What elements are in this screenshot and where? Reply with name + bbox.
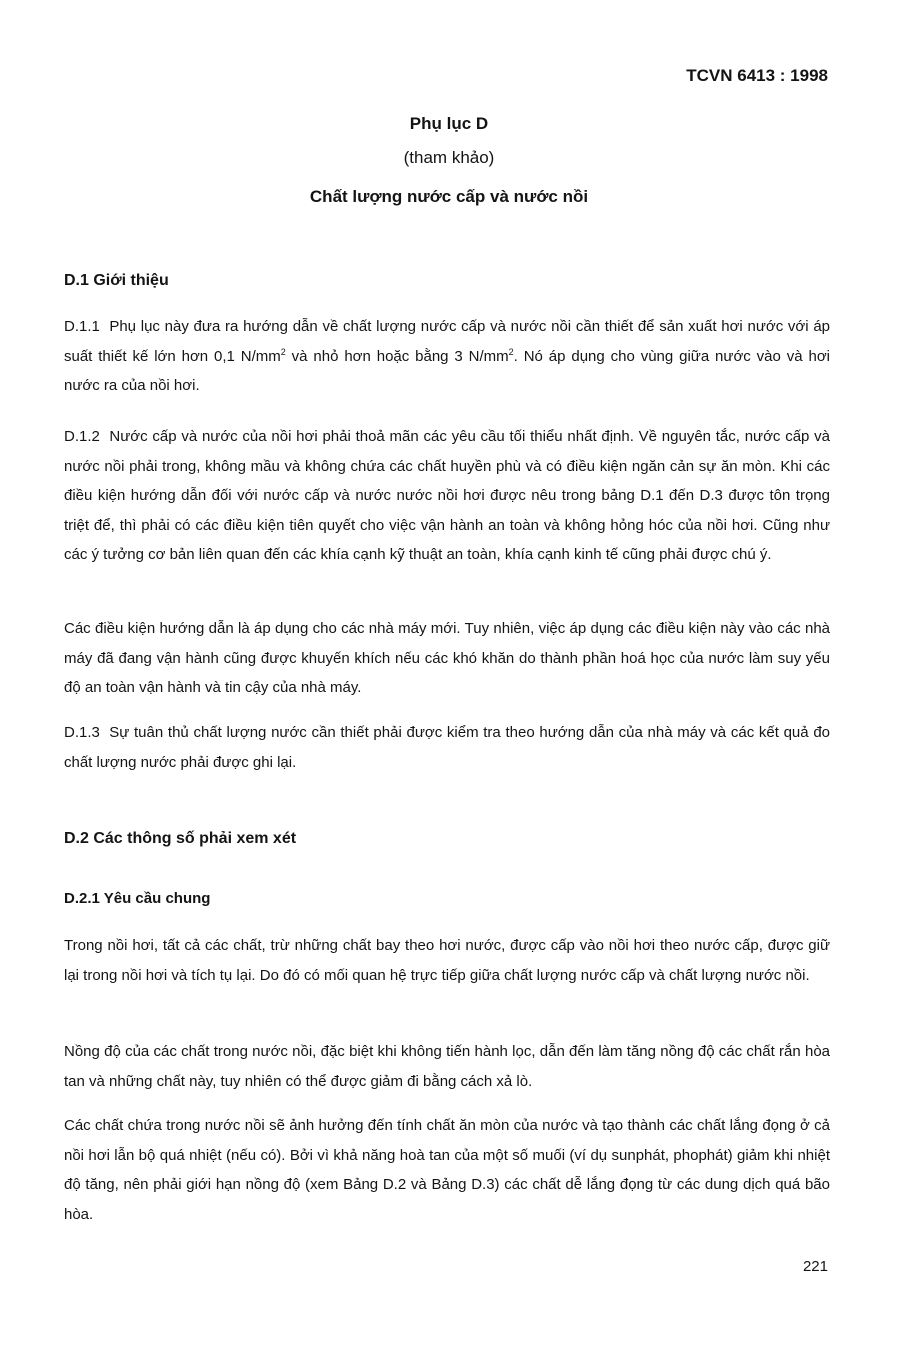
appendix-heading: Chất lượng nước cấp và nước nồi [309, 187, 589, 206]
paragraph-d2-1-second: Nồng độ của các chất trong nước nồi, đặc biệt khi không tiến hành lọc, dẫn đến làm tăng nồng độ các chất rắn hòa tan và những chất này, tuy nhiên có thể được giảm đi bằng cách xả lò. [64, 1043, 830, 1090]
paragraph-d2-1-third: Các chất chứa trong nước nồi sẽ ảnh hưởng đến tính chất ăn mòn của nước và tạo thành các chất lắng đọng ở cả nồi hơi lẫn bộ quá nhiệt (nếu có). Bởi vì khả năng hoà tan của một số muối (ví dụ sunphát, phophát) giảm khi nhiệt độ tăng, nên phải giới hạn nồng độ (xem Bảng D.2 và Bảng D.3) các chất dễ lắng đọng từ các dung dịch quá bão hòa. [64, 1117, 830, 1223]
page-number: 221 [802, 1258, 828, 1275]
clause-text: Nước cấp và nước của nồi hơi phải thoả mãn các yêu cầu tối thiểu nhất định. Về nguyên tắc, nước cấp và nước nồi phải trong, không mầu và không chứa các chất huyền phù và có điều kiện ngăn cản sự ăn mòn. Khi các điều kiện hướng dẫn đối với nước cấp và nước nước nồi hơi được nêu trong bảng D.1 đến D.3 được tôn trọng triệt để, thì phải có các điều kiện tiên quyết cho việc vận hành an toàn và không hỏng hóc của nồi hơi. Cũng như các ý tưởng cơ bản liên quan đến các khía cạnh kỹ thuật an toàn, khía cạnh kinh tế cũng phải được chú ý. [64, 428, 830, 563]
paragraph-d1-2 [64, 422, 830, 570]
clause-number: D.1.2 [64, 428, 100, 445]
appendix-title: Phụ lục D [409, 114, 489, 133]
clause-text: Phụ lục này đưa ra hướng dẫn về chất lượng nước cấp và nước nồi cần thiết để sản xuất hơi nước với áp suất thiết kế lớn hơn 0,1 N/mm [64, 318, 831, 365]
superscript: 2 [280, 346, 286, 357]
paragraph-d1-1 [64, 312, 830, 401]
clause-text: . Nó áp dụng cho vùng giữa nước vào và hơi nước ra của nồi hơi. [64, 347, 830, 394]
subsection-d2-1-heading: D.2.1 Yêu cầu chung [64, 890, 211, 907]
paragraph-d2-1-first: Trong nồi hơi, tất cả các chất, trừ những chất bay theo hơi nước, được cấp vào nồi hơi theo nước cấp, được giữ lại trong nồi hơi và tích tụ lại. Do đó có mối quan hệ trực tiếp giữa chất lượng nước cấp và chất lượng nước nồi. [64, 937, 830, 984]
clause-text: Sự tuân thủ chất lượng nước cần thiết phải được kiểm tra theo hướng dẫn của nhà máy và các kết quả đo chất lượng nước phải được ghi lại. [64, 724, 830, 771]
section-d2-heading: D.2 Các thông số phải xem xét [64, 830, 297, 847]
clause-number: D.1.1 [64, 318, 100, 335]
appendix-subtitle: (tham khảo) [403, 148, 495, 167]
section-d1-heading: D.1 Giới thiệu [64, 272, 169, 289]
standard-code: TCVN 6413 : 1998 [686, 66, 828, 85]
clause-number: D.1.3 [64, 724, 100, 741]
paragraph-d1-3 [64, 718, 830, 777]
paragraph-d1-2-continued: Các điều kiện hướng dẫn là áp dụng cho các nhà máy mới. Tuy nhiên, việc áp dụng các điều kiện này vào các nhà máy đã đang vận hành cũng được khuyến khích nếu các khó khăn do thành phần hoá học của nước làm suy yếu độ an toàn vận hành và tin cậy của nhà máy. [64, 620, 830, 696]
clause-text: và nhỏ hơn hoặc bằng 3 N/mm [285, 347, 509, 365]
superscript: 2 [508, 346, 514, 357]
